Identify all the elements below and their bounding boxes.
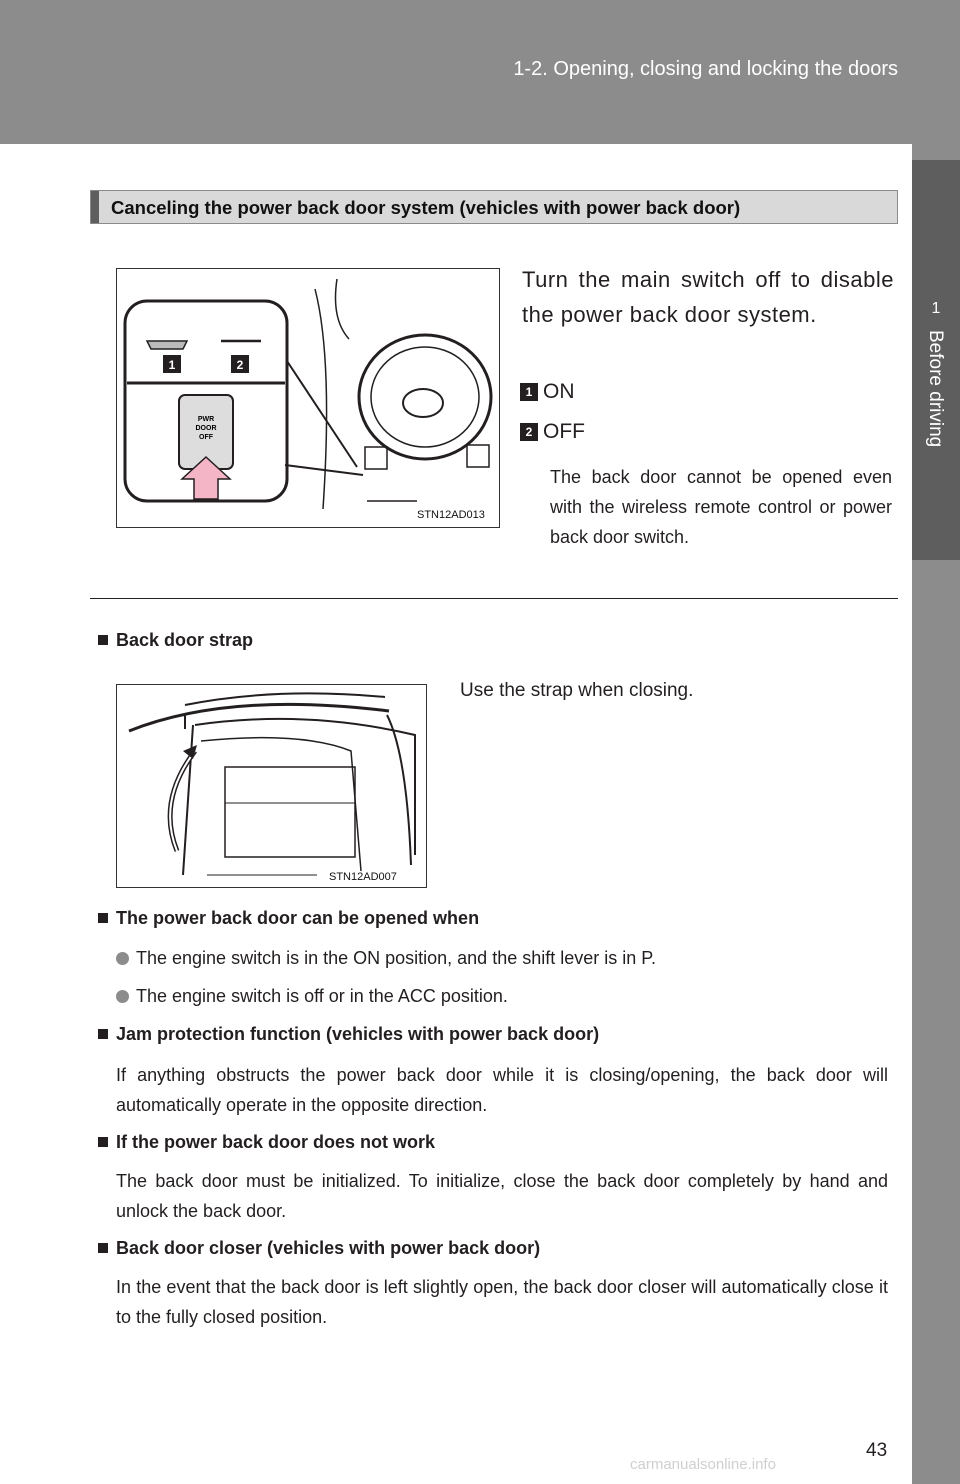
- header-title: 1-2. Opening, closing and locking the doors: [513, 58, 898, 80]
- number-badge: 2: [520, 423, 538, 441]
- item-off: [520, 420, 585, 444]
- section-title: Canceling the power back door system (vehicles with power back door): [111, 197, 741, 218]
- item-on: [520, 380, 575, 404]
- bullet-dot-icon: [116, 990, 129, 1003]
- section-heading-bar: [90, 190, 898, 224]
- number-badge: 1: [520, 383, 538, 401]
- square-bullet-icon: [98, 1137, 108, 1147]
- note-text: The back door cannot be opened even with the wireless remote control or power back door switch.: [550, 467, 892, 547]
- jam-text: If anything obstructs the power back door while it is closing/opening, the back door will automatically operate in the opposite direction.: [116, 1065, 888, 1115]
- item-label: ON: [543, 380, 575, 403]
- square-bullet-icon: [98, 1243, 108, 1253]
- svg-text:2: 2: [236, 358, 244, 372]
- figure-code: STN12AD013: [417, 509, 485, 521]
- list-item: The engine switch is off or in the ACC position.: [116, 986, 508, 1007]
- back-door-strap-figure: [116, 684, 427, 888]
- chapter-label: Before driving: [925, 330, 946, 448]
- svg-text:OFF: OFF: [199, 434, 213, 441]
- page-number: 43: [866, 1440, 888, 1461]
- square-bullet-icon: [98, 635, 108, 645]
- svg-text:PWR: PWR: [197, 416, 215, 423]
- intro-text: Turn the main switch off to disable the power back door system.: [522, 267, 894, 327]
- chapter-label-wrap: [912, 330, 960, 550]
- strap-text: Use the strap when closing.: [460, 680, 694, 701]
- figure-code: STN12AD007: [329, 871, 397, 883]
- square-bullet-icon: [98, 913, 108, 923]
- svg-text:DOOR: DOOR: [195, 425, 217, 432]
- square-bullet-icon: [98, 1029, 108, 1039]
- list-item: The engine switch is in the ON position, and the shift lever is in P.: [116, 948, 656, 969]
- bullet-dot-icon: [116, 952, 129, 965]
- closer-text: In the event that the back door is left slightly open, the back door closer will automatically close it to the fully closed position.: [116, 1277, 888, 1327]
- dashboard-illustration: [117, 269, 499, 527]
- not-work-heading: If the power back door does not work: [98, 1132, 435, 1153]
- cargo-illustration: [117, 685, 426, 887]
- closer-heading: Back door closer (vehicles with power back door): [98, 1238, 540, 1259]
- jam-heading: Jam protection function (vehicles with power back door): [98, 1024, 599, 1045]
- item-label: OFF: [543, 420, 585, 443]
- power-door-switch-figure: [116, 268, 500, 528]
- svg-text:1: 1: [168, 358, 176, 372]
- not-work-text: The back door must be initialized. To initialize, close the back door completely by hand and unlock the back door.: [116, 1171, 888, 1221]
- opened-when-heading: The power back door can be opened when: [98, 908, 479, 929]
- chapter-number: 1: [931, 300, 941, 317]
- footer-watermark: carmanualsonline.info: [630, 1456, 776, 1473]
- strap-heading: Back door strap: [98, 630, 253, 651]
- divider: [90, 598, 898, 599]
